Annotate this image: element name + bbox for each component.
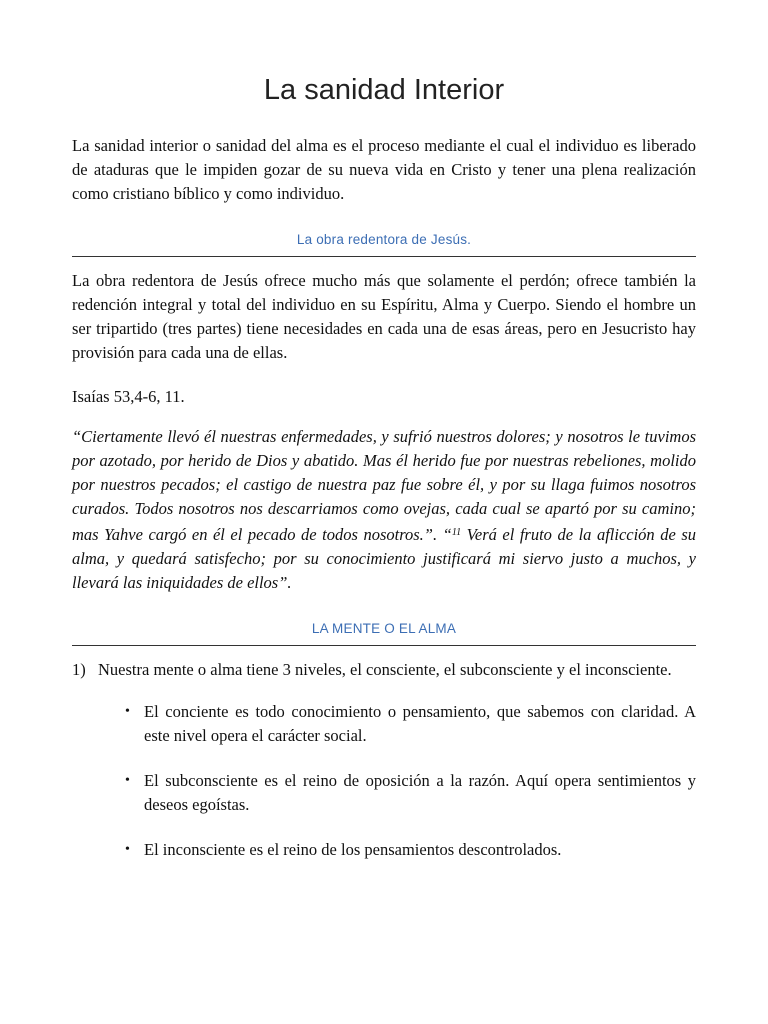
bullet-icon: •	[125, 704, 130, 719]
bullet-icon: •	[125, 842, 130, 857]
list-item-text: Nuestra mente o alma tiene 3 niveles, el consciente, el subconsciente y el inconsciente.	[98, 660, 672, 679]
verse-number: 11	[451, 527, 462, 538]
bullet-item	[98, 838, 696, 862]
page-title: La sanidad Interior	[263, 74, 505, 106]
section-heading-mente-alma: LA MENTE O EL ALMA	[72, 621, 696, 646]
scripture-quote	[72, 425, 696, 595]
bullet-text: El inconsciente es el reino de los pensamientos descontrolados.	[144, 840, 562, 859]
bullet-text: El subconsciente es el reino de oposición a la razón. Aquí opera sentimientos y deseos egoístas.	[144, 771, 696, 814]
list-item	[72, 658, 696, 862]
bullet-list	[98, 700, 696, 862]
bullet-icon: •	[125, 773, 130, 788]
bullet-item	[98, 769, 696, 817]
section-heading-obra-redentora: La obra redentora de Jesús.	[72, 232, 696, 257]
scripture-reference: Isaías 53,4-6, 11.	[72, 387, 185, 406]
bullet-item	[98, 700, 696, 748]
intro-paragraph: La sanidad interior o sanidad del alma es el proceso mediante el cual el individuo es liberado de ataduras que le impiden gozar de su nueva vida en Cristo y tener una plena realización como cristiano bíblico y como individuo.	[72, 136, 696, 203]
bullet-text: El conciente es todo conocimiento o pensamiento, que sabemos con claridad. A este nivel opera el carácter social.	[144, 702, 696, 745]
quote-text-part2: Verá el fruto de la aflicción de su alma, y quedará satisfecho; por su conocimiento justificará mi siervo justo a muchos, y llevará las iniquidades de ellos”.	[72, 525, 696, 592]
list-item-number: 1)	[72, 660, 86, 679]
obra-redentora-paragraph: La obra redentora de Jesús ofrece mucho más que solamente el perdón; ofrece también la redención integral y total del individuo en su Espíritu, Alma y Cuerpo. Siendo el hombre un ser tripartido (tres partes) tiene necesidades en cada una de esas áreas, pero en Jesucristo hay provisión para cada una de ellas.	[72, 271, 696, 362]
numbered-list	[72, 658, 696, 862]
quote-text-part1: “Ciertamente llevó él nuestras enfermedades, y sufrió nuestros dolores; y nosotros le tuvimos por azotado, por herido de Dios y abatido. Mas él herido fue por nuestras rebeliones, molido por nuestros pecados; el castigo de nuestra paz fue sobre él, y por su llaga fuimos nosotros curados. Todos nosotros nos descarriamos como ovejas, cada cual se apartó por su camino; mas Yahve cargó en él el pecado de todos nosotros.”. “	[72, 427, 696, 544]
